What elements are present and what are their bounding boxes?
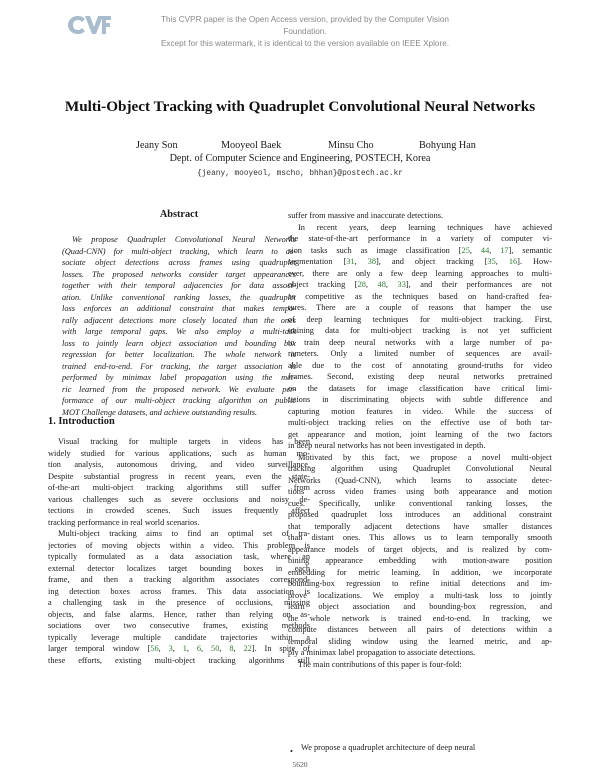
text-line: losses. The proposed networks consider target appearances [62, 269, 296, 279]
text-line: temporal sliding window using the learned metric, and ap- [288, 636, 552, 646]
text-line: on the datasets for image classification have critical limi- [288, 383, 552, 393]
author-list [0, 140, 600, 154]
paper-title: Multi-Object Tracking with Quadruplet Convolutional Neural Networks [64, 98, 536, 115]
author-name: Bohyung Han [419, 140, 476, 151]
contribution-item: We propose a quadruplet architecture of deep neural [301, 743, 476, 752]
text-line: to train deep neural networks with a large number of pa- [288, 337, 552, 347]
text-line: of deep learning techniques for multi-object tracking. First, [288, 314, 552, 324]
text-line: learn object association and bounding-box regression, and [288, 602, 552, 611]
section-heading-introduction: 1. Introduction [48, 416, 115, 427]
text-line: various challenges such as severe occlusions and noisy de- [48, 494, 310, 504]
text-line: regression for better localization. The whole network is [62, 350, 296, 359]
text-line: In recent years, deep learning techniques have achieved [298, 222, 552, 232]
text-line: Visual tracking for multiple targets in videos has been [58, 437, 310, 446]
text-line: tations in discriminating objects with subtle difference and [288, 395, 552, 404]
text-line: ing detection boxes across frames. This data association is [48, 586, 310, 596]
text-line: ever, there are only a few deep learning approaches to multi- [288, 268, 552, 278]
text-line: typically leverage multiple candidate trajectories within a [48, 632, 310, 642]
text-line: objects, and false alarms. Hence, rather than relying on as- [48, 609, 310, 619]
text-line: bining appearance embedding with motion-aware position [288, 556, 552, 565]
text-line: suffer from massive and inaccurate detections. [288, 211, 444, 220]
text-line: of-the-art multi-object tracking algorithms still suffer from [48, 483, 310, 492]
text-line: ric learned from the proposed network. We evaluate per- [62, 384, 296, 394]
text-line: together with their temporal adjacencies for data associ- [62, 281, 296, 290]
text-line: embedding for metric learning. In addition, we incorporate [288, 567, 552, 577]
text-line: ply a minimax label propagation to associate detections. [288, 648, 476, 657]
text-line: capturing motion features in video. While the success of [288, 406, 552, 416]
text-line: formance of our multi-object tracking algorithm on public [62, 396, 296, 405]
text-line: bounding-box regression to refine initial detections and im- [288, 579, 552, 588]
text-line: Networks (Quad-CNN), which learns to associate detec- [288, 475, 552, 485]
text-line: tections in crowded scenes. Such issues frequently affect [48, 506, 310, 515]
author-name: Mooyeol Baek [221, 140, 282, 151]
text-line: sociate object detections across frames using quadruplet [62, 258, 296, 267]
text-line: than distant ones. This allows us to learn temporally smooth [288, 533, 552, 542]
text-line: rameters. Only a limited number of sequences are avail- [288, 349, 552, 358]
text-line: The main contributions of this paper is four-fold: [298, 659, 462, 669]
text-line: a challenging task in the presence of occlusions, missing [48, 598, 310, 607]
text-line: tracking algorithm using Quadruplet Convolutional Neural [288, 464, 552, 473]
text-line: tures. There are a couple of reasons that hamper the use [288, 303, 552, 312]
text-line: Despite substantial progress in recent years, even the state- [48, 471, 310, 481]
abstract-heading: Abstract [159, 209, 199, 220]
text-line: tion analysis, autonomous driving, and video surveillance. [48, 460, 310, 469]
text-line: frames. Second, existing deep neural networks pretrained [288, 372, 552, 381]
text-line: jectories of moving objects within a video. This problem is [48, 540, 310, 550]
text-line: appearance models of target objects, and is realized by com- [288, 544, 552, 554]
text-line: trained end-to-end. For tracking, the target association is [62, 361, 296, 371]
watermark-line-2: Except for this watermark, it is identical to the version available on IEEE Xplore. [160, 39, 450, 48]
text-line: sociations over two consecutive frames, existing methods [48, 621, 310, 630]
text-line: MOT Challenge datasets, and achieve outstanding results. [62, 407, 258, 417]
text-line: multi-object tracking relies on the effective use of both tar- [288, 418, 552, 427]
text-line: these efforts, existing multi-object tracking algorithms still [48, 655, 310, 665]
text-line: tions across video frames using both appearance and motion [288, 487, 552, 496]
author-name: Minsu Cho [328, 140, 374, 151]
text-line: We propose Quadruplet Convolutional Neural Networks [72, 235, 296, 244]
abstract-body [62, 234, 296, 418]
text-line: compute distances between all pairs of detections within a [288, 625, 552, 634]
text-line: with large temporal gaps. We also employ a multi-task [62, 327, 296, 336]
text-line: training data for multi-object tracking is not yet sufficient [288, 326, 552, 335]
text-line: proposed quadruplet loss introduces an additional constraint [288, 510, 552, 519]
text-line: in deep neural networks has not been investigated in depth. [288, 441, 486, 450]
right-column-body [288, 210, 552, 670]
text-line: frame, and then a tracking algorithm associates correspond- [48, 575, 310, 584]
text-line: object tracking [28, 48, 33], and their performances are not [288, 280, 552, 289]
text-line: as competitive as the techniques based on hand-crafted fea- [288, 291, 552, 301]
text-line: segmentation [31, 38], and object tracking [35, 16]. How- [288, 257, 552, 266]
introduction-body [48, 436, 310, 666]
text-line: larger temporal window [56, 3, 1, 6, 50, 8, 22]. In spite of [48, 644, 310, 653]
text-line: loss to jointly learn object association and bounding box [62, 338, 296, 348]
author-email: {jeany, mooyeol, mscho, bhhan}@postech.ac.kr [197, 170, 403, 178]
text-line: the whole network is trained end-to-end. In tracking, we [288, 613, 552, 623]
watermark-line-1: This CVPR paper is the Open Access version, provided by the Computer Vision Foundation. [161, 15, 449, 36]
text-line: able due to the cost of annotating ground-truths for video [288, 360, 552, 370]
author-name: Jeany Son [136, 140, 178, 151]
page-number: 5620 [292, 760, 308, 769]
text-line: get appearance and motion, joint learning of the two factors [288, 429, 552, 439]
affiliation: Dept. of Computer Science and Engineering, POSTECH, Korea [169, 153, 431, 164]
text-line: sion tasks such as image classification [25, 44, 17], semantic [288, 245, 552, 255]
text-line: (Quad-CNN) for multi-object tracking, which learn to as- [62, 246, 296, 256]
text-line: performed by minimax label propagation using the met- [62, 373, 296, 382]
bullet-marker: • [290, 747, 293, 756]
text-line: prove localizations. We employ a multi-task loss to jointly [288, 590, 552, 600]
text-line: tracking performance in real world scenarios. [48, 517, 200, 527]
text-line: that temporally adjacent detections have smaller distances [288, 521, 552, 531]
text-line: Motivated by this fact, we propose a novel multi-object [298, 452, 552, 462]
text-line: cues. Specifically, unlike conventional ranking losses, the [288, 498, 552, 508]
text-line: widely studied for various applications, such as human mo- [48, 448, 310, 458]
text-line: the state-of-the-art performance in a variety of computer vi- [288, 234, 552, 243]
cvf-logo [66, 12, 112, 38]
text-line: loss enforces an additional constraint that makes tempo- [62, 304, 296, 313]
text-line: Multi-object tracking aims to find an optimal set of tra- [58, 529, 310, 538]
text-line: ation. Unlike conventional ranking losses, the quadruplet [62, 292, 296, 302]
watermark-text [140, 14, 470, 50]
text-line: typically formulated as a data association task, where an [48, 552, 310, 561]
text-line: rally adjacent detections more closely located than the ones [62, 315, 296, 325]
text-line: external detector localizes target bounding boxes in each [48, 563, 310, 573]
